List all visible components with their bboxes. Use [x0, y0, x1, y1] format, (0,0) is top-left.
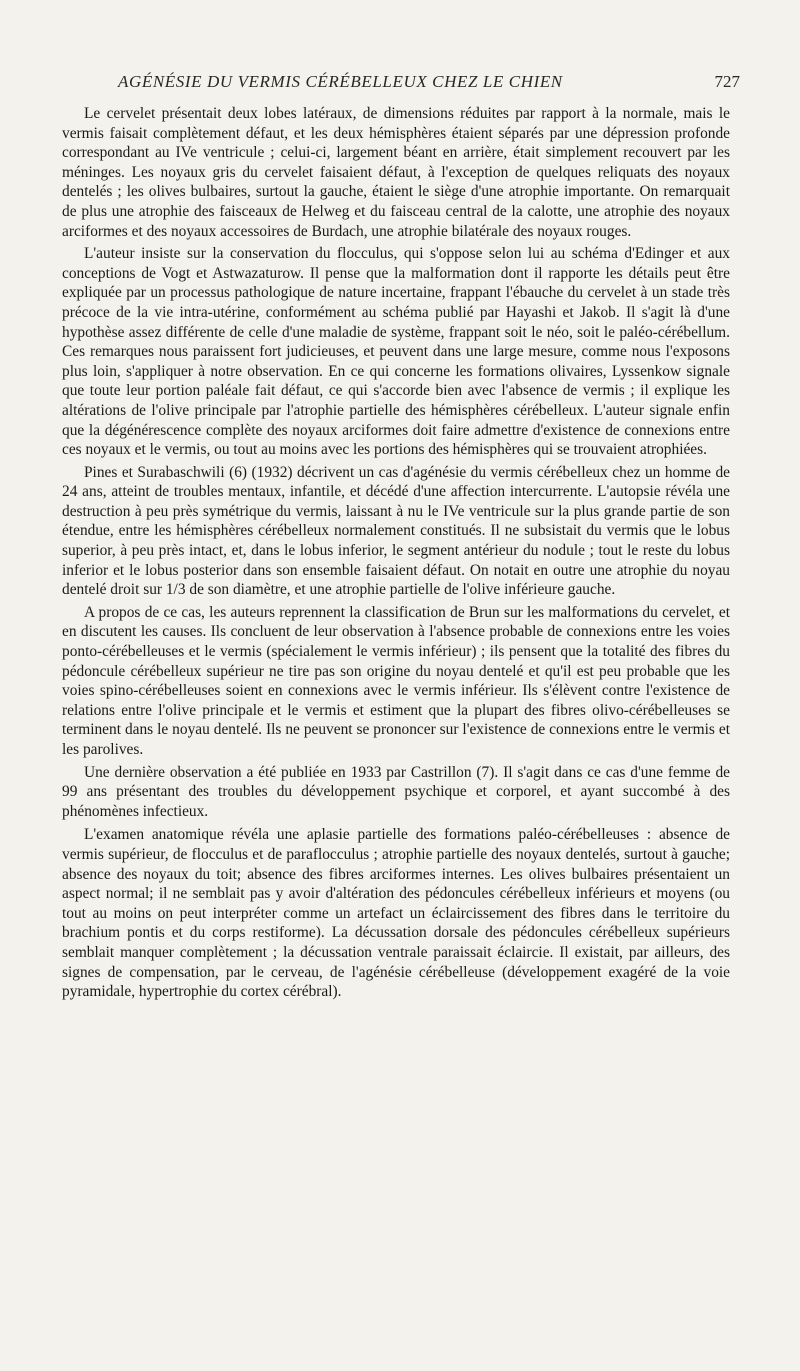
paragraph: A propos de ce cas, les auteurs reprennent la classification de Brun sur les malformations du cervelet, et en discutent les causes. Ils concluent de leur observation à l'absence probable de connexions entre les voies ponto-cérébelleuses et le vermis (spécialement le vermis inférieur) ; ils pensent que la totalité des fibres du pédoncule cérébelleux supérieur ne tire pas son origine du noyau dentelé et qu'il est peu probable que les voies spino-cérébelleuses soient en connexions avec le vermis inférieur. Ils s'élèvent contre l'existence de relations entre l'olive principale et le vermis et estiment que la plupart des fibres olivo-cérébelleuses se terminent dans le noyau dentelé. Ils ne peuvent se prononcer sur l'existence de connexions entre le vermis et les parolives.: [62, 603, 730, 758]
running-title: AGÉNÉSIE DU VERMIS CÉRÉBELLEUX CHEZ LE CHIEN: [118, 72, 563, 91]
paragraph: Le cervelet présentait deux lobes latéraux, de dimensions réduites par rapport à la normale, mais le vermis faisait complètement défaut, et les deux hémisphères étaient séparés par une dépression profonde correspondant au IVe ventricule ; celui-ci, largement béant en arrière, était simplement recouvert par les méninges. Les noyaux gris du cervelet faisaient défaut, à l'exception de quelques reliquats des noyaux dentelés ; les olives bulbaires, surtout la gauche, étaient le siège d'une atrophie importante. On remarquait de plus une atrophie des faisceaux de Helweg et du faisceau central de la calotte, une atrophie des noyaux arciformes et des noyaux accessoires de Burdach, une atrophie bilatérale des noyaux rouges.: [62, 105, 730, 240]
body-text: [62, 104, 730, 1005]
page-number: 727: [714, 72, 740, 91]
paragraph: Pines et Surabaschwili (6) (1932) décrivent un cas d'agénésie du vermis cérébelleux chez un homme de 24 ans, atteint de troubles mentaux, infantile, et décédé d'une affection intercurrente. L'autopsie révéla une destruction à peu près symétrique du vermis, laissant à nu le IVe ventricule sur la plus grande partie de son étendue, entre les hémisphères cérébelleux normalement constitués. Il ne subsistait du vermis que le lobus superior, à peu près intact, et, dans le lobus inferior, le segment antérieur du nodule ; tout le reste du lobus inferior et le lobus posterior dans son ensemble faisaient défaut. On notait en outre une atrophie du noyau dentelé droit sur 1/3 de son diamètre, et une atrophie partielle de l'olive inférieure gauche.: [62, 463, 730, 599]
paragraph: L'examen anatomique révéla une aplasie partielle des formations paléo-cérébelleuses : absence de vermis supérieur, de flocculus et de paraflocculus ; atrophie partielle des noyaux dentelés, surtout à gauche; absence des noyaux du toit; absence des fibres arciformes internes. Les olives bulbaires présentaient un aspect normal; il ne semblait pas y avoir d'altération des pédoncules cérébelleux inférieurs et moyens (ou tout au moins on peut interpréter comme un artefact un éclaircissement des fibres dans le territoire du brachium pontis et du corps restiforme). La décussation dorsale des pédoncules cérébelleux supérieurs semblait manquer complètement ; la décussation ventrale paraissait éclaircie. Il existait, par ailleurs, des signes de compensation, par le cerveau, de l'agénésie cérébelleuse (développement exagéré de la voie pyramidale, hypertrophie du cortex cérébral).: [62, 826, 730, 1001]
paragraph: Une dernière observation a été publiée en 1933 par Castrillon (7). Il s'agit dans ce cas d'une femme de 99 ans présentant des troubles du développement psychique et corporel, et ayant succombé à des phénomènes infectieux.: [62, 763, 730, 820]
paragraph: L'auteur insiste sur la conservation du flocculus, qui s'oppose selon lui au schéma d'Edinger et aux conceptions de Vogt et Astwazaturow. Il pense que la malformation dont il rapporte les détails peut être expliquée par un processus pathologique de nature incertaine, frappant l'ébauche du cervelet à un stade très précoce de la vie intra-utérine, conformément au schéma publié par Hayashi et Jakob. Il s'agit là d'une hypothèse assez différente de celle d'une maladie de système, frappant soit le néo, soit le paléo-cérébellum. Ces remarques nous paraissent fort judicieuses, et peuvent dans une large mesure, comme nous l'exposons plus loin, s'appliquer à notre observation. En ce qui concerne les formations olivaires, Lyssenkow signale que toute leur portion paléale fait défaut, ce qui s'accorde bien avec l'absence de vermis ; il explique les altérations de l'olive principale par l'atrophie partielle des hémisphères cérébelleux. L'auteur signale enfin que la dégénérescence complète des noyaux arciformes doit faire admettre d'existence de connexions entre ces noyaux et le vermis, ou tout au moins avec les portions des hémisphères qui se trouvaient atrophiées.: [62, 245, 730, 459]
